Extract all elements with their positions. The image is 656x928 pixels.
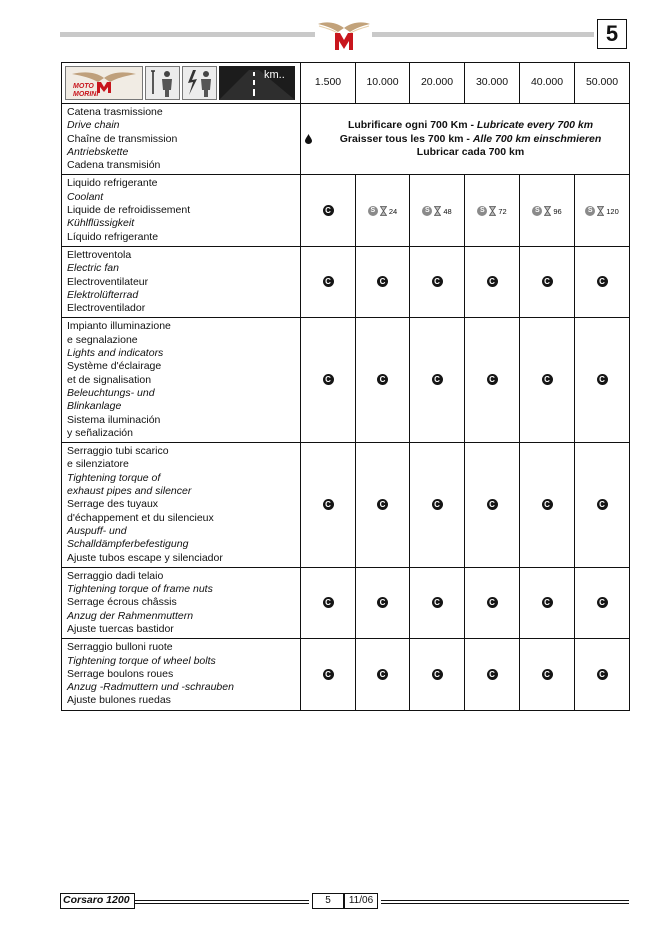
km-label: km.. xyxy=(264,69,285,81)
hourglass-icon xyxy=(544,206,551,216)
interval-header: 40.000 xyxy=(520,63,575,104)
description-line: Beleuchtungs- und xyxy=(67,386,155,399)
replace-months: 120 xyxy=(606,206,619,216)
check-mark-icon: C xyxy=(487,276,498,287)
footer-date: 11/06 xyxy=(344,893,378,909)
table-row xyxy=(62,639,630,710)
maintenance-item-description xyxy=(62,175,301,246)
description-line: Lights and indicators xyxy=(67,347,164,360)
description-line: e silenziatore xyxy=(67,458,129,471)
description-line: Serrage écrous châssis xyxy=(67,596,177,609)
check-mark-icon: C xyxy=(323,205,334,216)
svg-text:MOTO: MOTO xyxy=(73,83,94,90)
description-line: e segnalazione xyxy=(67,333,138,346)
maintenance-item-description xyxy=(62,318,301,443)
interval-cell xyxy=(520,443,575,568)
lubrication-note-cell xyxy=(301,104,630,175)
check-mark-icon: C xyxy=(323,597,334,608)
check-mark-icon: C xyxy=(377,597,388,608)
maintenance-schedule-table xyxy=(61,62,630,711)
interval-header: 10.000 xyxy=(356,63,410,104)
interval-cell xyxy=(410,246,465,317)
lube-line2-b: Alle 700 km einschmieren xyxy=(472,132,602,145)
description-line: Cadena transmisión xyxy=(67,159,161,172)
check-mark-icon: C xyxy=(432,374,443,385)
description-line: Chaîne de transmission xyxy=(67,132,178,145)
description-line: Serrage boulons roues xyxy=(67,667,174,680)
description-line: Blinkanlage xyxy=(67,400,122,413)
check-mark-icon: C xyxy=(597,276,608,287)
check-mark-icon: C xyxy=(597,669,608,680)
interval-cell xyxy=(410,318,465,443)
model-name: Corsaro 1200 xyxy=(60,893,135,909)
interval-cell xyxy=(520,639,575,710)
interval-cell xyxy=(356,175,410,246)
lube-line2-a: Graisser tous les 700 km - xyxy=(339,132,473,145)
check-mark-icon: C xyxy=(597,499,608,510)
check-mark-icon: C xyxy=(323,276,334,287)
description-line: exhaust pipes and silencer xyxy=(67,485,192,498)
interval-cell xyxy=(520,175,575,246)
description-line: Serraggio tubi scarico xyxy=(67,445,169,458)
interval-header: 30.000 xyxy=(465,63,520,104)
check-mark-icon: C xyxy=(432,669,443,680)
maintenance-item-description xyxy=(62,639,301,710)
description-line: Líquido refrigerante xyxy=(67,230,159,243)
description-line: Liquide de refroidissement xyxy=(67,204,191,217)
interval-cell xyxy=(520,246,575,317)
table-row xyxy=(62,104,630,175)
lube-line3: Lubricar cada 700 km xyxy=(416,145,525,158)
check-mark-icon: C xyxy=(542,499,553,510)
interval-cell xyxy=(465,318,520,443)
interval-cell xyxy=(575,567,630,638)
replace-months: 24 xyxy=(388,206,398,216)
check-mark-icon: C xyxy=(432,276,443,287)
interval-cell xyxy=(575,175,630,246)
description-line: Serrage des tuyaux xyxy=(67,498,159,511)
description-line: Elettroventola xyxy=(67,248,132,261)
description-line: Antriebskette xyxy=(67,145,129,158)
description-line: Electroventilador xyxy=(67,302,146,315)
replace-mark-icon: S xyxy=(368,206,378,216)
check-mark-icon: C xyxy=(432,499,443,510)
description-line: Serraggio bulloni ruote xyxy=(67,641,173,654)
interval-cell xyxy=(520,318,575,443)
description-line: Impianto illuminazione xyxy=(67,320,171,333)
check-mark-icon: C xyxy=(487,374,498,385)
interval-cell xyxy=(356,318,410,443)
interval-cell xyxy=(301,246,356,317)
description-line: d'échappement et du silencieux xyxy=(67,511,214,524)
table-row xyxy=(62,175,630,246)
interval-cell xyxy=(575,318,630,443)
replace-interval-mark xyxy=(532,205,561,218)
interval-header: 50.000 xyxy=(575,63,630,104)
replace-interval-mark xyxy=(368,205,397,218)
description-line: Drive chain xyxy=(67,119,120,132)
check-mark-icon: C xyxy=(542,669,553,680)
hourglass-icon xyxy=(489,206,496,216)
description-line: y señalización xyxy=(67,426,133,439)
check-mark-icon: C xyxy=(487,669,498,680)
maintenance-item-description xyxy=(62,104,301,175)
interval-cell xyxy=(465,443,520,568)
description-line: Electric fan xyxy=(67,262,119,275)
check-mark-icon: C xyxy=(597,374,608,385)
replace-months: 48 xyxy=(443,206,452,216)
interval-cell xyxy=(410,443,465,568)
interval-cell xyxy=(465,246,520,317)
replace-interval-mark xyxy=(422,205,451,218)
interval-cell xyxy=(465,639,520,710)
description-line: Catena trasmissione xyxy=(67,106,163,118)
moto-morini-logo-icon xyxy=(65,66,143,100)
replace-mark-icon: S xyxy=(532,206,542,216)
interval-cell xyxy=(356,443,410,568)
header-icons-cell xyxy=(62,63,301,104)
check-mark-icon: C xyxy=(323,669,334,680)
mechanic-tools-icon xyxy=(145,66,180,100)
check-mark-icon: C xyxy=(377,669,388,680)
oil-drop-icon xyxy=(305,134,312,144)
description-line: Auspuff- und xyxy=(67,524,127,537)
lube-line1-a: Lubrificare ogni 700 Km - xyxy=(347,119,477,132)
interval-cell xyxy=(575,443,630,568)
check-mark-icon: C xyxy=(432,597,443,608)
interval-cell xyxy=(301,639,356,710)
svg-text:MORINI: MORINI xyxy=(73,91,99,98)
check-mark-icon: C xyxy=(597,597,608,608)
electrician-icon xyxy=(182,66,217,100)
description-line: Elektrolüfterrad xyxy=(67,288,139,301)
description-line: Ajuste bulones ruedas xyxy=(67,694,171,707)
maintenance-item-description xyxy=(62,246,301,317)
road-km-icon xyxy=(219,66,295,100)
interval-cell xyxy=(301,443,356,568)
footer-page-number: 5 xyxy=(312,893,344,909)
check-mark-icon: C xyxy=(323,499,334,510)
check-mark-icon: C xyxy=(487,499,498,510)
description-line: Electroventilateur xyxy=(67,275,149,288)
interval-header: 20.000 xyxy=(410,63,465,104)
description-line: Anzug der Rahmenmuttern xyxy=(67,609,194,622)
table-header-row xyxy=(62,63,630,104)
hourglass-icon xyxy=(434,206,441,216)
check-mark-icon: C xyxy=(377,499,388,510)
interval-cell xyxy=(356,639,410,710)
interval-cell xyxy=(356,246,410,317)
description-line: Liquido refrigerante xyxy=(67,177,158,190)
maintenance-item-description xyxy=(62,567,301,638)
check-mark-icon: C xyxy=(377,276,388,287)
replace-interval-mark xyxy=(477,205,506,218)
check-mark-icon: C xyxy=(542,276,553,287)
description-line: Tightening torque of xyxy=(67,471,161,484)
description-line: Ajuste tuercas bastidor xyxy=(67,622,174,635)
footer-rule xyxy=(381,900,629,901)
interval-cell xyxy=(465,567,520,638)
description-line: Coolant xyxy=(67,190,104,203)
lubrication-note xyxy=(312,119,629,159)
interval-cell xyxy=(410,175,465,246)
description-line: et de signalisation xyxy=(67,373,152,386)
description-line: Anzug -Radmuttern und -schrauben xyxy=(67,681,234,694)
footer-rule xyxy=(135,903,309,904)
replace-months: 96 xyxy=(553,206,562,216)
hourglass-icon xyxy=(380,206,387,216)
table-row xyxy=(62,318,630,443)
replace-months: 72 xyxy=(498,206,507,216)
lube-line1-b: Lubricate every 700 km xyxy=(476,119,594,132)
table-row xyxy=(62,443,630,568)
description-line: Ajuste tubos escape y silenciador xyxy=(67,551,223,564)
description-line: Kühlflüssigkeit xyxy=(67,217,135,230)
header-rule-right xyxy=(372,32,594,37)
replace-mark-icon: S xyxy=(422,206,432,216)
description-line: Schalldämpferbefestigung xyxy=(67,538,189,551)
footer-rule xyxy=(381,903,629,904)
interval-cell xyxy=(356,567,410,638)
footer-rule xyxy=(135,900,309,901)
page-number-box: 5 xyxy=(597,19,627,49)
interval-cell xyxy=(575,639,630,710)
description-line: Tightening torque of frame nuts xyxy=(67,583,213,596)
maintenance-item-description xyxy=(62,443,301,568)
check-mark-icon: C xyxy=(542,374,553,385)
interval-cell xyxy=(465,175,520,246)
interval-header: 1.500 xyxy=(301,63,356,104)
interval-cell xyxy=(301,318,356,443)
table-row xyxy=(62,246,630,317)
interval-cell xyxy=(520,567,575,638)
check-mark-icon: C xyxy=(487,597,498,608)
description-line: Système d'éclairage xyxy=(67,360,162,373)
description-line: Sistema iluminación xyxy=(67,413,161,426)
description-line: Serraggio dadi telaio xyxy=(67,569,164,582)
replace-mark-icon: S xyxy=(585,206,595,216)
hourglass-icon xyxy=(597,206,604,216)
table-row xyxy=(62,567,630,638)
check-mark-icon: C xyxy=(323,374,334,385)
moto-morini-eagle-logo-icon xyxy=(316,20,372,52)
replace-interval-mark xyxy=(585,205,619,218)
check-mark-icon: C xyxy=(377,374,388,385)
check-mark-icon: C xyxy=(542,597,553,608)
description-line: Tightening torque of wheel bolts xyxy=(67,654,216,667)
interval-cell xyxy=(301,567,356,638)
header-rule-left xyxy=(60,32,315,37)
interval-cell xyxy=(410,639,465,710)
replace-mark-icon: S xyxy=(477,206,487,216)
interval-cell xyxy=(575,246,630,317)
interval-cell xyxy=(301,175,356,246)
interval-cell xyxy=(410,567,465,638)
